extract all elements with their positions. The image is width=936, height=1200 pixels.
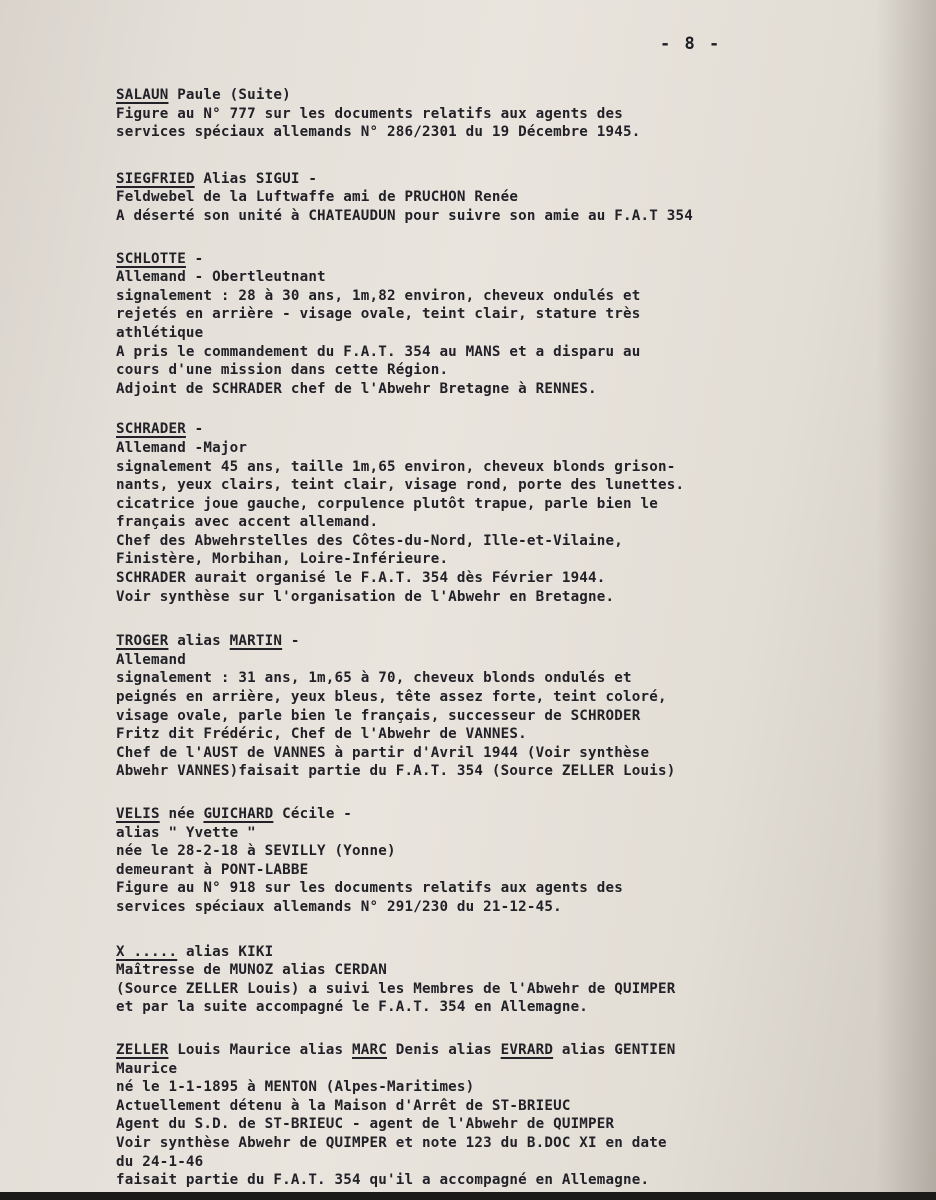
entry-line: faisait partie du F.A.T. 354 qu'il a accompagné en Allemagne. xyxy=(116,1172,650,1189)
entry-line: Finistère, Morbihan, Loire-Inférieure. xyxy=(116,551,449,568)
entry-heading xyxy=(116,170,928,189)
heading-text: - xyxy=(282,633,300,650)
entry-line: visage ovale, parle bien le français, successeur de SCHRODER xyxy=(116,707,641,724)
entry-line: Chef des Abwehrstelles des Côtes-du-Nord, Ille-et-Vilaine, xyxy=(116,532,624,549)
entry-line: Actuellement détenu à la Maison d'Arrêt de ST-BRIEUC xyxy=(116,1097,571,1114)
entry-heading xyxy=(116,420,928,439)
heading-text: Cécile - xyxy=(273,806,353,822)
entry-line: Allemand xyxy=(116,651,186,668)
entry-line: Adjoint de SCHRADER chef de l'Abwehr Bretagne à RENNES. xyxy=(116,380,597,397)
heading-name-underlined: MARTIN xyxy=(229,633,283,650)
entry-heading xyxy=(116,1041,928,1060)
entry-heading xyxy=(116,632,928,651)
entry-heading xyxy=(116,250,928,269)
heading-name-underlined: VELIS xyxy=(116,806,160,822)
entry-line: rejetés en arrière - visage ovale, teint clair, stature très xyxy=(116,306,641,323)
entry-line: services spéciaux allemands N° 291/230 du 21-12-45. xyxy=(116,898,562,915)
entry xyxy=(116,170,928,226)
heading-text: alias xyxy=(168,633,230,650)
heading-text: Alias SIGUI - xyxy=(194,170,318,187)
entry-line: Agent du S.D. de ST-BRIEUC - agent de l'Abwehr de QUIMPER xyxy=(116,1116,615,1133)
entry-line: Chef de l'AUST de VANNES à partir d'Avril 1944 (Voir synthèse xyxy=(116,744,650,761)
heading-text: - xyxy=(185,250,204,267)
entry-line: et par la suite accompagné le F.A.T. 354 en Allemagne. xyxy=(116,999,589,1016)
heading-text: née xyxy=(159,806,204,822)
entry-line: Fritz dit Frédéric, Chef de l'Abwehr de VANNES. xyxy=(116,726,527,743)
entry-line: (Source ZELLER Louis) a suivi les Membres de l'Abwehr de QUIMPER xyxy=(116,980,676,997)
entry-line: née le 28-2-18 à SEVILLY (Yonne) xyxy=(116,843,396,860)
heading-name-underlined: MARC xyxy=(352,1041,387,1058)
entry-line: né le 1-1-1895 à MENTON (Alpes-Maritimes) xyxy=(116,1079,475,1096)
heading-name-underlined: SCHLOTTE xyxy=(116,250,186,267)
entry-line: alias " Yvette " xyxy=(116,824,256,841)
entry-line: cicatrice joue gauche, corpulence plutôt trapue, parle bien le xyxy=(116,495,658,512)
heading-name-underlined: SCHRADER xyxy=(116,421,186,438)
heading-text: alias GENTIEN xyxy=(553,1041,676,1058)
heading-text: alias KIKI xyxy=(177,943,274,960)
entry-line: Voir synthèse sur l'organisation de l'Abwehr en Bretagne. xyxy=(116,588,615,605)
entry-line: Figure au N° 918 sur les documents relatifs aux agents des xyxy=(116,880,624,897)
entry xyxy=(116,250,928,399)
entry-line: Maurice xyxy=(116,1060,178,1077)
entry-heading xyxy=(116,943,928,962)
entry-line: Feldwebel de la Luftwaffe ami de PRUCHON Renée xyxy=(116,189,519,206)
heading-name-underlined: ZELLER xyxy=(116,1041,169,1058)
heading-name-underlined: TROGER xyxy=(116,633,169,650)
entry-line: services spéciaux allemands N° 286/2301 du 19 Décembre 1945. xyxy=(116,124,641,141)
heading-text: Denis alias xyxy=(387,1041,501,1058)
entry-line: SCHRADER aurait organisé le F.A.T. 354 dès Février 1944. xyxy=(116,570,606,587)
heading-text: Louis Maurice alias xyxy=(168,1041,353,1058)
entry-line: nants, yeux clairs, teint clair, visage rond, porte des lunettes. xyxy=(116,477,685,494)
heading-name-underlined: SALAUN xyxy=(116,87,169,103)
heading-name-underlined: X ..... xyxy=(116,943,178,960)
entry xyxy=(116,805,928,917)
heading-text: - xyxy=(185,421,204,438)
entry-line: Allemand - Obertleutnant xyxy=(116,269,326,286)
entry-line: cours d'une mission dans cette Région. xyxy=(116,362,449,379)
entry-line: Voir synthèse Abwehr de QUIMPER et note 123 du B.DOC XI en date xyxy=(116,1134,667,1151)
entry xyxy=(116,420,928,606)
heading-name-underlined: GUICHARD xyxy=(203,806,274,822)
entry-line: Maîtresse de MUNOZ alias CERDAN xyxy=(116,962,387,979)
page-number: - 8 - xyxy=(660,34,722,54)
heading-text: Paule (Suite) xyxy=(168,87,291,103)
entry-line: demeurant à PONT-LABBE xyxy=(116,861,309,878)
entry-line: Allemand -Major xyxy=(116,439,248,456)
entry-line: français avec accent allemand. xyxy=(116,514,379,531)
entry-heading xyxy=(116,805,928,824)
entry-line: Figure au N° 777 sur les documents relatifs aux agents des xyxy=(116,105,624,122)
entry xyxy=(116,943,928,1017)
entry xyxy=(116,1041,928,1190)
entry xyxy=(116,632,928,781)
entry-line: Abwehr VANNES)faisait partie du F.A.T. 354 (Source ZELLER Louis) xyxy=(116,763,676,780)
heading-name-underlined: EVRARD xyxy=(500,1041,554,1058)
entry-line: signalement : 31 ans, 1m,65 à 70, cheveux blonds ondulés et xyxy=(116,670,632,687)
entry xyxy=(116,86,928,142)
entry-line: A déserté son unité à CHATEAUDUN pour suivre son amie au F.A.T 354 xyxy=(116,207,693,224)
heading-name-underlined: SIEGFRIED xyxy=(116,170,195,187)
entry-line: signalement 45 ans, taille 1m,65 environ, cheveux blonds grison- xyxy=(116,458,676,475)
entries-list xyxy=(116,86,928,1192)
entry-heading xyxy=(116,86,928,105)
entry-line: du 24-1-46 xyxy=(116,1153,204,1170)
entry-line: signalement : 28 à 30 ans, 1m,82 environ, cheveux ondulés et xyxy=(116,287,641,304)
entry-line: peignés en arrière, yeux bleus, tête assez forte, teint coloré, xyxy=(116,689,667,706)
entry-line: athlétique xyxy=(116,324,204,341)
entry-line: A pris le commandement du F.A.T. 354 au MANS et a disparu au xyxy=(116,343,641,360)
